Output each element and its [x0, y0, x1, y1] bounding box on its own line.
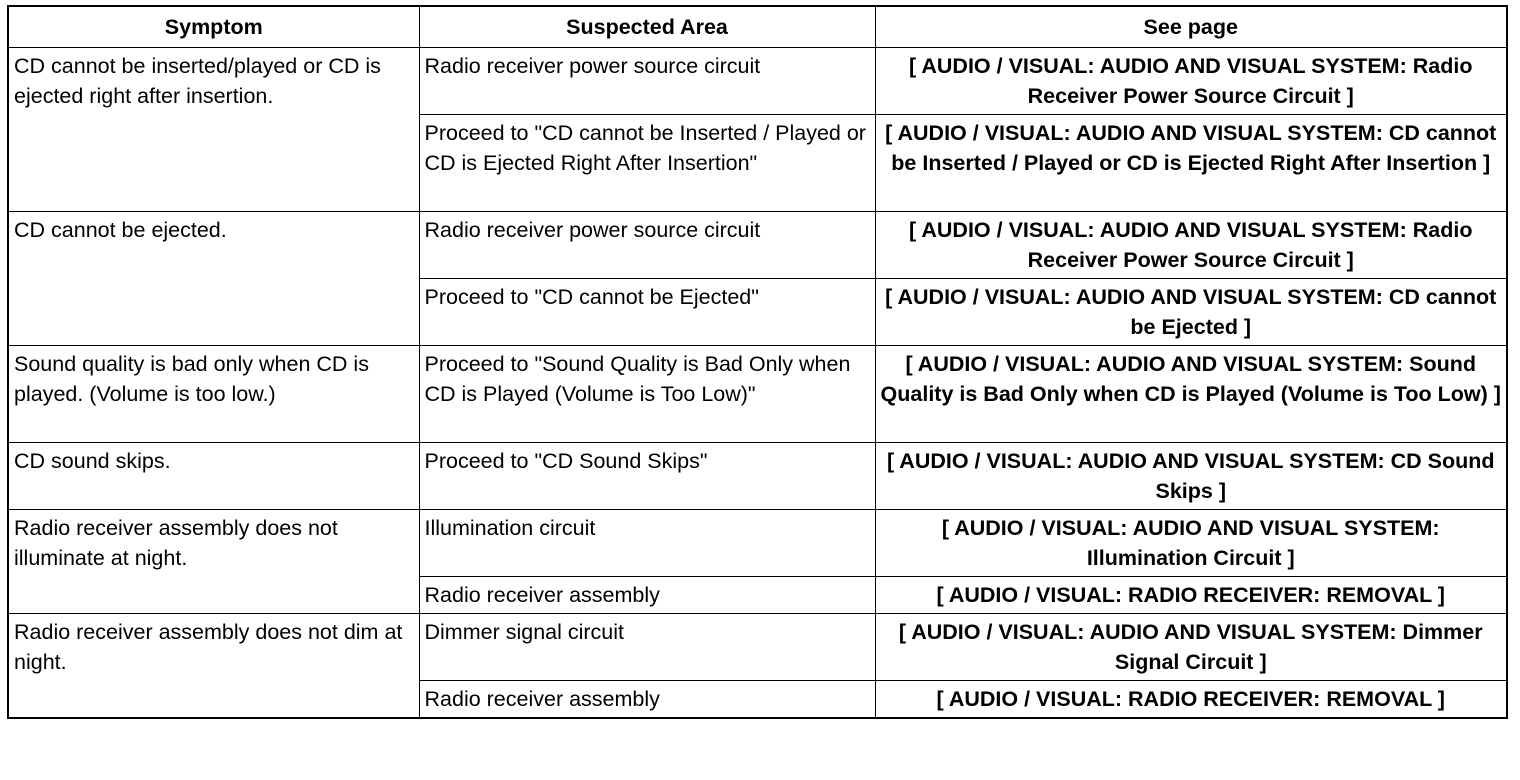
symptom-table-container [7, 5, 1508, 719]
see-page-reference: [ AUDIO / VISUAL: AUDIO AND VISUAL SYSTEM: CD cannot be Ejected ] [875, 279, 1507, 346]
see-page-reference: [ AUDIO / VISUAL: AUDIO AND VISUAL SYSTEM: CD Sound Skips ] [875, 443, 1507, 510]
table-header-row [8, 6, 1507, 48]
suspected-area-cell: Dimmer signal circuit [419, 614, 875, 681]
see-page-reference: [ AUDIO / VISUAL: AUDIO AND VISUAL SYSTEM: Sound Quality is Bad Only when CD is Played (Volume is Too Low) ] [875, 346, 1507, 443]
header-symptom: Symptom [8, 6, 419, 48]
suspected-area-cell: Proceed to "CD cannot be Inserted / Played or CD is Ejected Right After Insertion" [419, 115, 875, 212]
see-page-reference: [ AUDIO / VISUAL: AUDIO AND VISUAL SYSTEM: Dimmer Signal Circuit ] [875, 614, 1507, 681]
table-row [8, 443, 1507, 510]
symptom-cell: Sound quality is bad only when CD is played. (Volume is too low.) [8, 346, 419, 443]
symptom-table [7, 5, 1508, 719]
table-row [8, 48, 1507, 115]
table-row [8, 510, 1507, 577]
symptom-cell: CD cannot be inserted/played or CD is ejected right after insertion. [8, 48, 419, 212]
table-row [8, 346, 1507, 443]
suspected-area-cell: Proceed to "Sound Quality is Bad Only when CD is Played (Volume is Too Low)" [419, 346, 875, 443]
header-suspected-area: Suspected Area [419, 6, 875, 48]
suspected-area-cell: Radio receiver assembly [419, 577, 875, 614]
suspected-area-cell: Radio receiver power source circuit [419, 48, 875, 115]
see-page-reference: [ AUDIO / VISUAL: AUDIO AND VISUAL SYSTEM: CD cannot be Inserted / Played or CD is Ejected Right After Insertion ] [875, 115, 1507, 212]
table-row [8, 614, 1507, 681]
see-page-reference: [ AUDIO / VISUAL: RADIO RECEIVER: REMOVAL ] [875, 577, 1507, 614]
suspected-area-cell: Proceed to "CD cannot be Ejected" [419, 279, 875, 346]
see-page-reference: [ AUDIO / VISUAL: RADIO RECEIVER: REMOVAL ] [875, 681, 1507, 719]
symptom-cell: CD cannot be ejected. [8, 212, 419, 346]
suspected-area-cell: Radio receiver assembly [419, 681, 875, 719]
header-see-page: See page [875, 6, 1507, 48]
see-page-reference: [ AUDIO / VISUAL: AUDIO AND VISUAL SYSTEM: Radio Receiver Power Source Circuit ] [875, 212, 1507, 279]
suspected-area-cell: Illumination circuit [419, 510, 875, 577]
see-page-reference: [ AUDIO / VISUAL: AUDIO AND VISUAL SYSTEM: Radio Receiver Power Source Circuit ] [875, 48, 1507, 115]
symptom-cell: CD sound skips. [8, 443, 419, 510]
suspected-area-cell: Radio receiver power source circuit [419, 212, 875, 279]
suspected-area-cell: Proceed to "CD Sound Skips" [419, 443, 875, 510]
symptom-cell: Radio receiver assembly does not illuminate at night. [8, 510, 419, 614]
table-row [8, 212, 1507, 279]
symptom-cell: Radio receiver assembly does not dim at night. [8, 614, 419, 719]
see-page-reference: [ AUDIO / VISUAL: AUDIO AND VISUAL SYSTEM: Illumination Circuit ] [875, 510, 1507, 577]
